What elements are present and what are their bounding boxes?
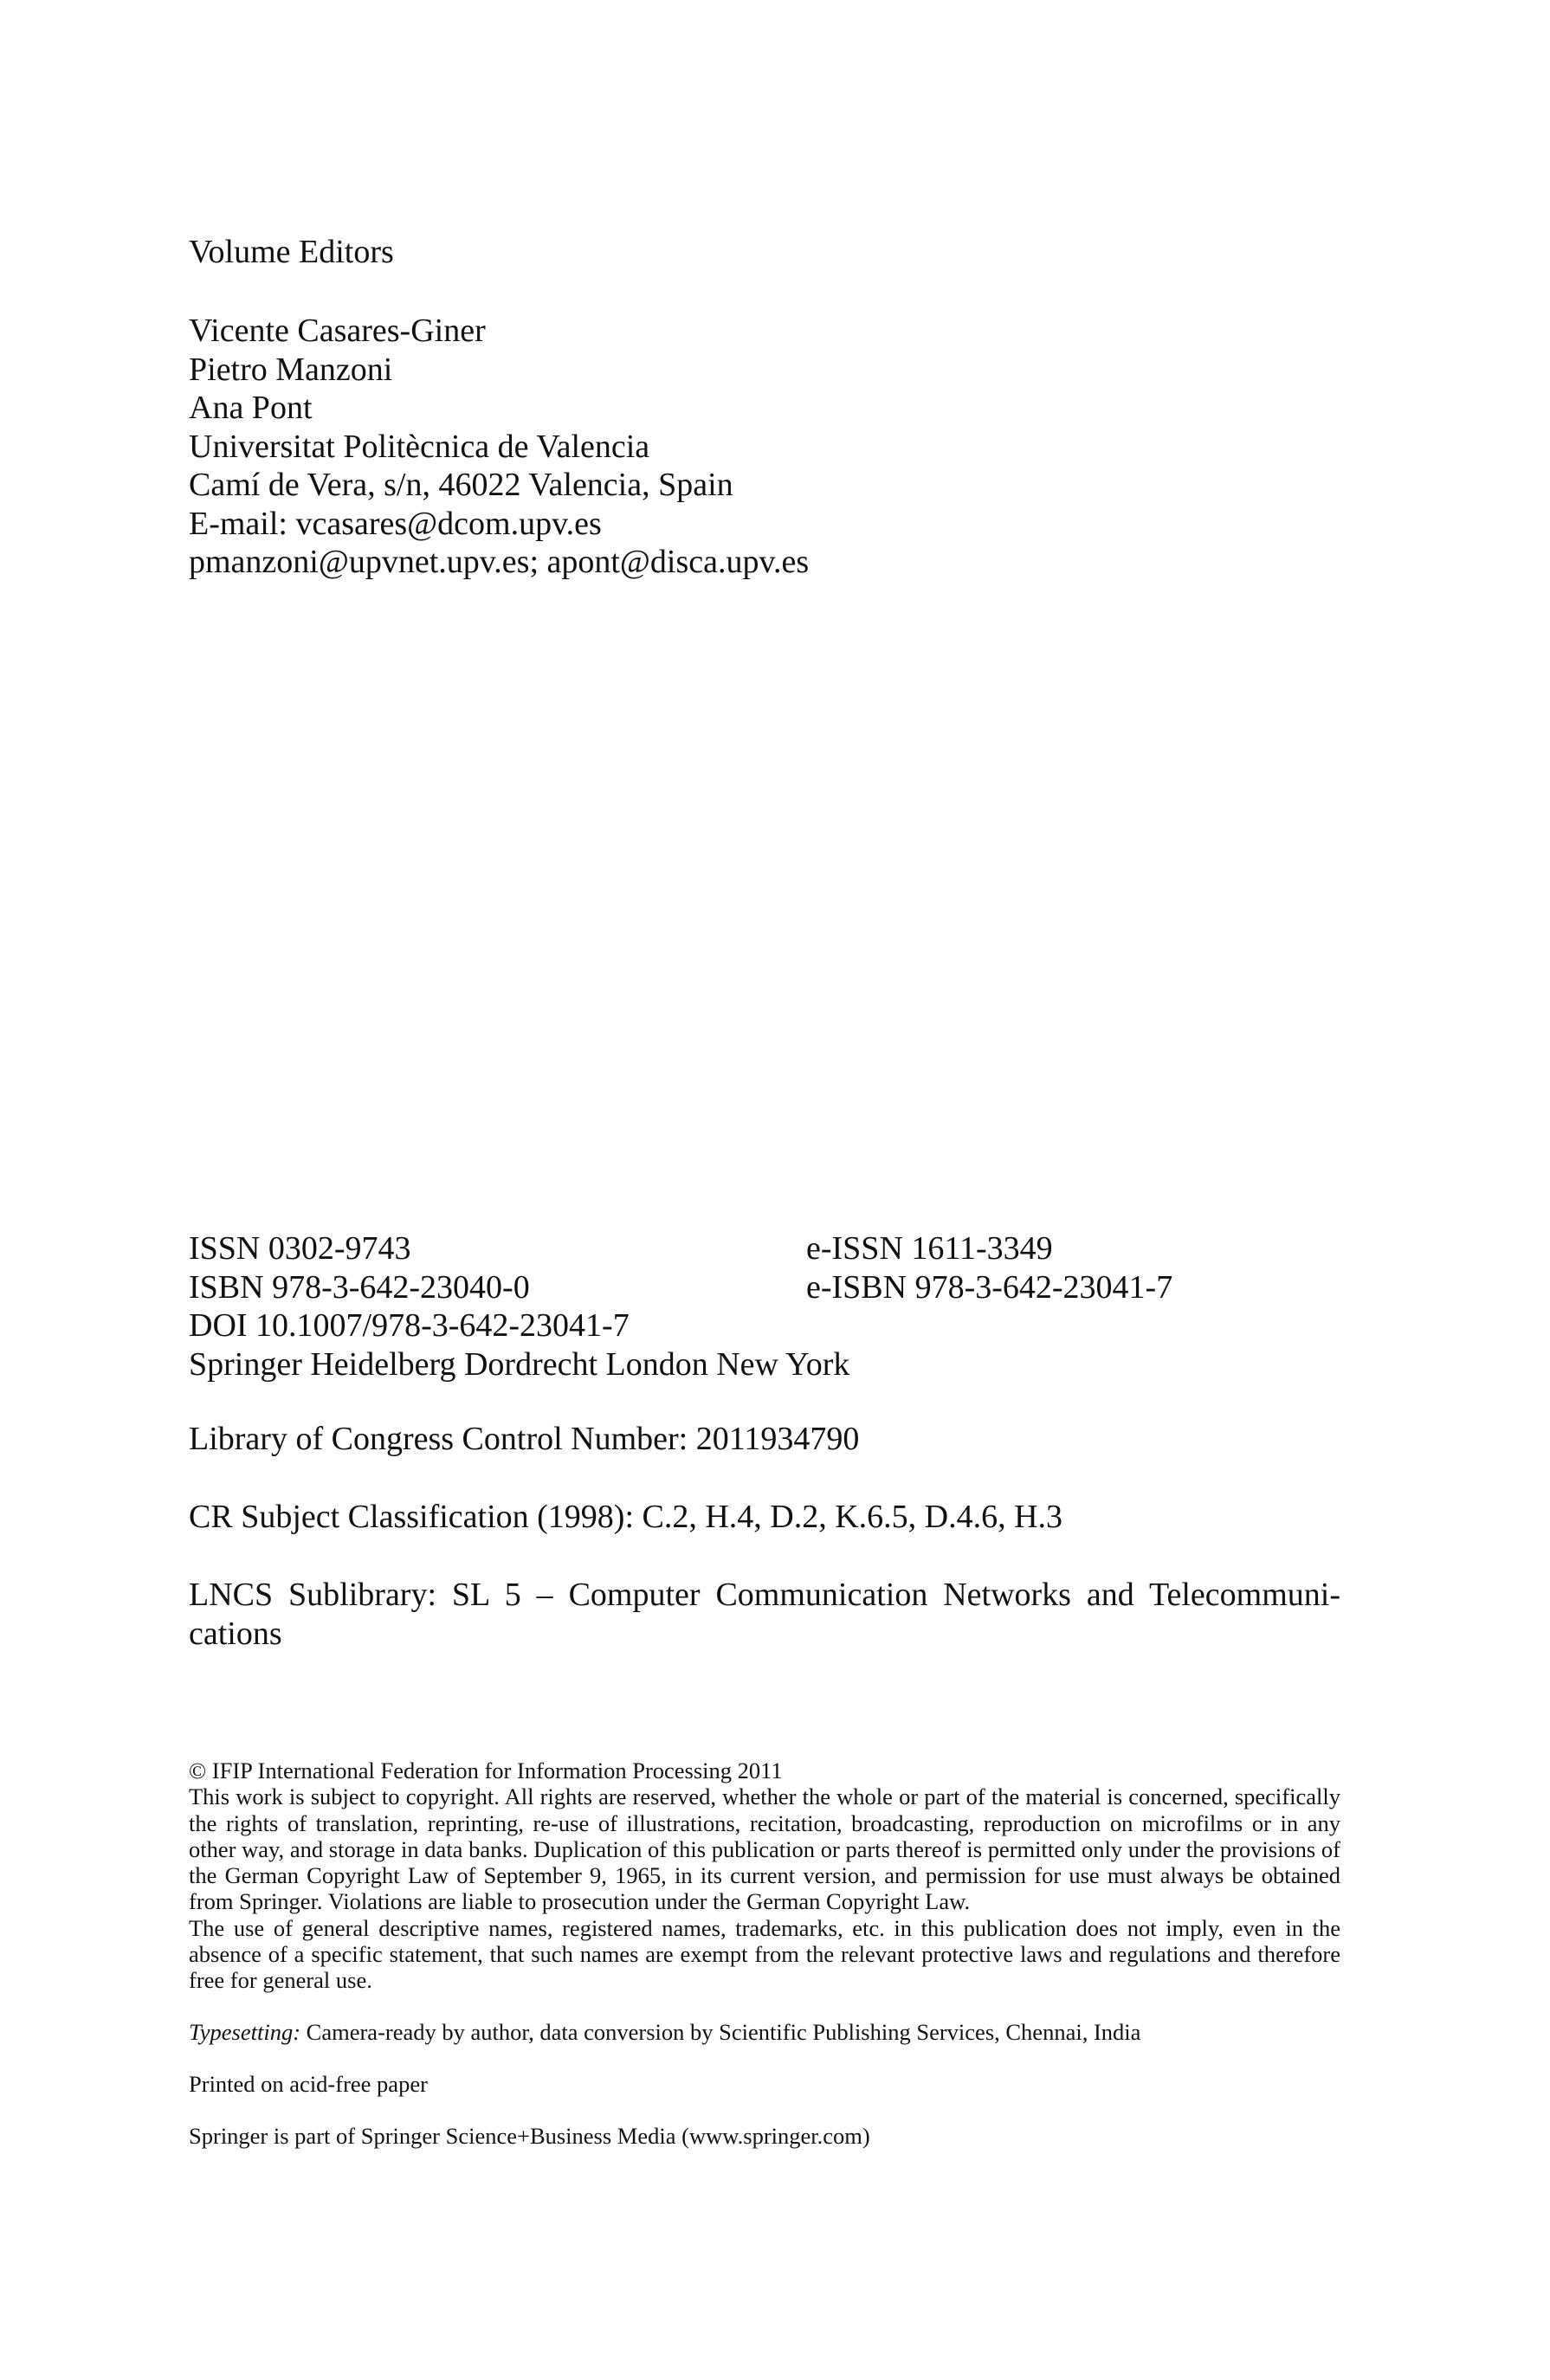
editor-name: Ana Pont xyxy=(189,390,313,426)
address: Camí de Vera, s/n, 46022 Valencia, Spain xyxy=(189,467,733,503)
cr-classification-text: CR Subject Classification (1998): C.2, H.4, D.2, K.6.5, D.4.6, H.3 xyxy=(189,1499,1063,1535)
email-line: pmanzoni@upvnet.upv.es; apont@disca.upv.es xyxy=(189,544,810,580)
issn: ISSN 0302-9743 xyxy=(189,1230,411,1267)
publisher-locations: Springer Heidelberg Dordrecht London New York xyxy=(189,1345,850,1383)
editors-block xyxy=(189,312,1340,582)
springer-note-text: Springer is part of Springer Science+Business Media (www.springer.com) xyxy=(189,2123,870,2149)
typesetting-text: Camera-ready by author, data conversion by Scientific Publishing Services, Chennai, India xyxy=(300,2019,1141,2045)
copyright-paragraph: This work is subject to copyright. All rights are reserved, whether the whole or part of the material is concerned, specifically the rights of translation, reprinting, re-use of illustrations, recitation, broadcasting, reproduction on microfilms or in any other way, and storage in data banks. Duplication of this publication or parts thereof is permitted only under the provisions of the German Copyright Law of September 9, 1965, in its current version, and permission for use must always be obtained from Springer. Violations are liable to prosecution under the German Copyright Law. xyxy=(189,1783,1340,1915)
editor-name: Vicente Casares-Giner xyxy=(189,313,486,349)
isbn: ISBN 978-3-642-23040-0 xyxy=(189,1268,530,1306)
library-of-congress xyxy=(189,1420,1340,1459)
volume-editors-heading xyxy=(189,233,1340,272)
cr-classification xyxy=(189,1498,1340,1537)
issn-row xyxy=(189,1229,1340,1268)
typesetting-label: Typesetting: xyxy=(189,2019,301,2045)
typesetting xyxy=(189,2019,1340,2045)
sublibrary-text: LNCS Sublibrary: SL 5 – Computer Communication Networks and Telecommuni- cations xyxy=(189,1577,1340,1652)
isbn-row xyxy=(189,1268,1340,1307)
copyright-block xyxy=(189,1758,1340,1994)
paper-note xyxy=(189,2071,1340,2097)
paper-note-text: Printed on acid-free paper xyxy=(189,2071,428,2097)
email-line: E-mail: vcasares@dcom.upv.es xyxy=(189,505,602,542)
sublibrary xyxy=(189,1576,1340,1653)
eissn: e-ISSN 1611-3349 xyxy=(806,1230,1053,1267)
springer-note xyxy=(189,2123,1340,2149)
trademark-paragraph: The use of general descriptive names, registered names, trademarks, etc. in this publication does not imply, even in the absence of a specific statement, that such names are exempt from the relevant protective laws and regulations and therefore free for general use. xyxy=(189,1914,1340,1994)
loc-number: Library of Congress Control Number: 2011934790 xyxy=(189,1421,860,1457)
heading-text: Volume Editors xyxy=(189,234,394,270)
copyright-notice: © IFIP International Federation for Information Processing 2011 xyxy=(189,1758,783,1783)
eisbn: e-ISBN 978-3-642-23041-7 xyxy=(806,1268,1173,1306)
identifiers-block xyxy=(189,1229,1340,1383)
editor-name: Pietro Manzoni xyxy=(189,351,393,388)
doi: DOI 10.1007/978-3-642-23041-7 xyxy=(189,1307,630,1344)
institution: Universitat Politècnica de Valencia xyxy=(189,428,650,465)
